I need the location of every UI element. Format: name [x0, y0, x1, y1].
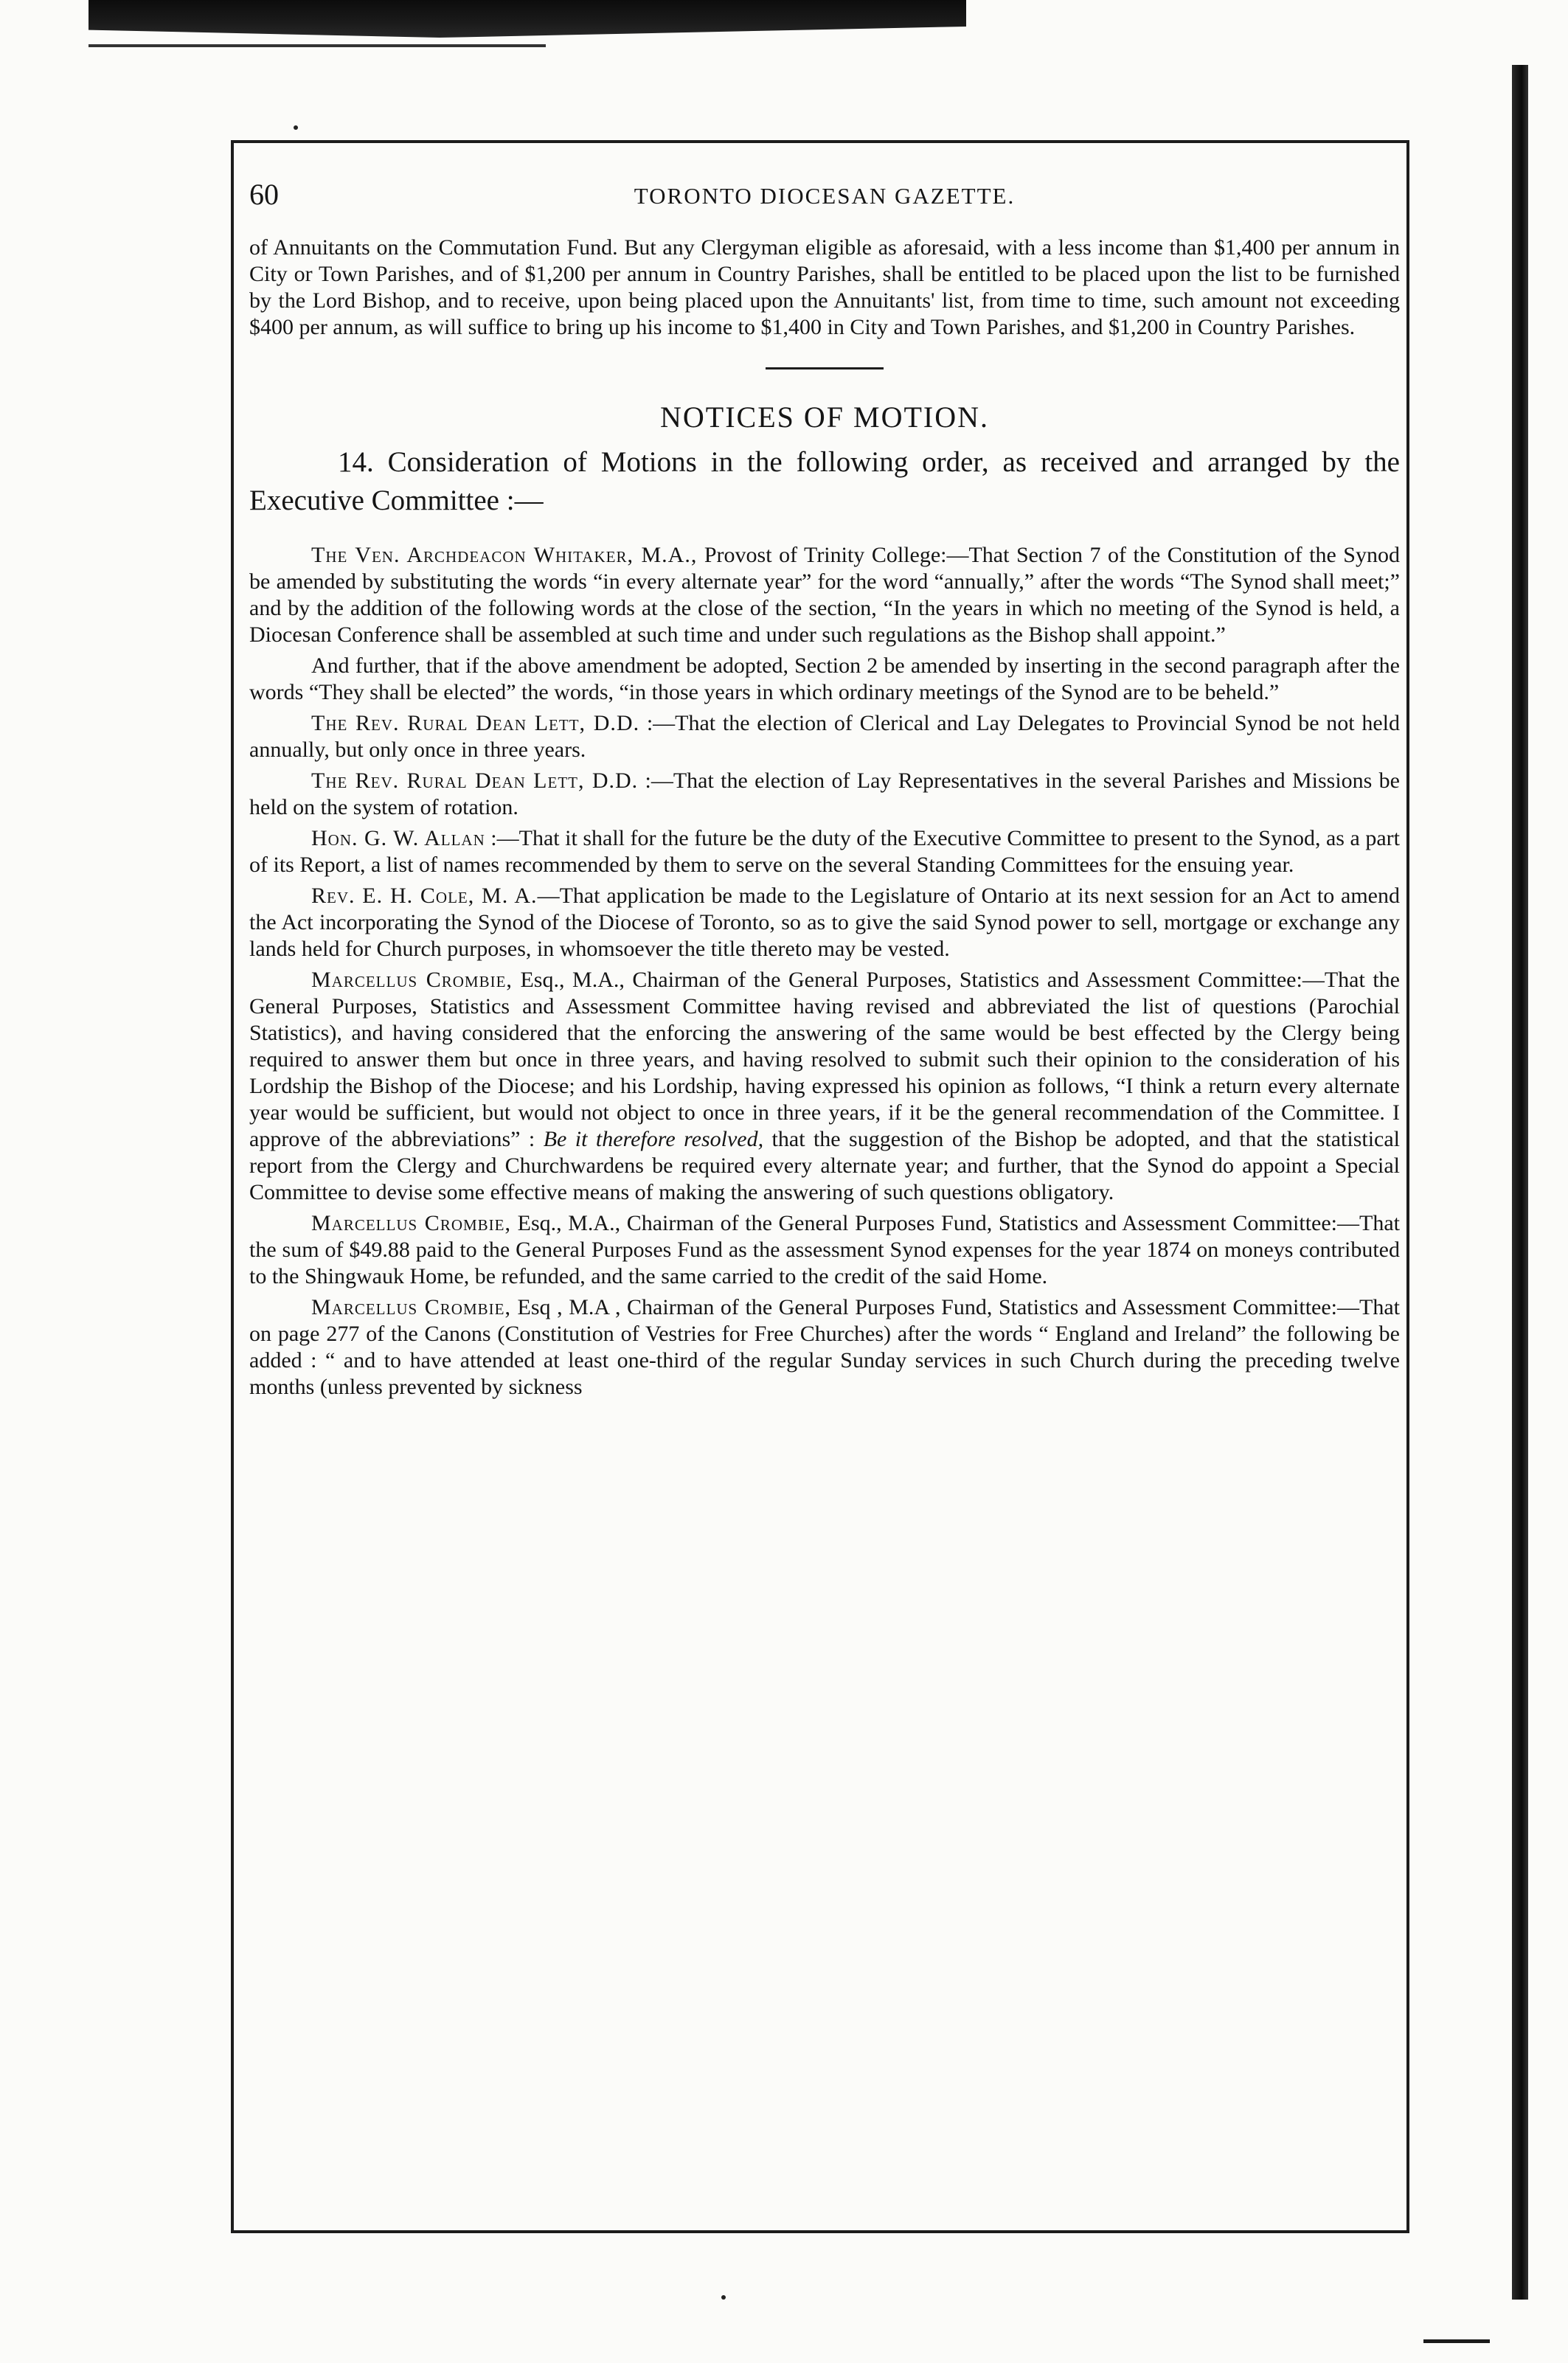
motion-text: :—That the election of Lay Representatives in the several Parishes and Missions be held on the system of rotation.: [249, 768, 1400, 819]
motion-text-continued: that the suggestion of the Bishop be adopted, and that the statistical report from the Clergy and Churchwardens be required every alternate year; and further, that the Synod do appoint a Special Committee to devise some effective means of making the answering of such questions obligatory.: [249, 1127, 1400, 1204]
motion-text: :—That the election of Clerical and Lay Delegates to Provincial Synod be not held annually, but only once in three years.: [249, 711, 1400, 762]
scan-edge-line: [89, 44, 546, 47]
page-number: 60: [249, 178, 279, 211]
motion-mover: Marcellus Crombie,: [311, 1211, 511, 1235]
motion-text: :—That it shall for the future be the duty of the Executive Committee to present to the Synod, as a part of its Report, a list of names recommended by them to serve on the several Standing Committees for the ensuing year.: [249, 826, 1400, 877]
running-title: TORONTO DIOCESAN GAZETTE.: [634, 183, 1016, 209]
intro-paragraph: of Annuitants on the Commutation Fund. But any Clergyman eligible as aforesaid, with a less income than $1,400 per annum in City or Town Parishes, and of $1,200 per annum in Country Parishes, shall be entitled to be placed upon the list to be furnished by the Lord Bishop, and to receive, upon being placed upon the Annuitants' list, from time to time, such amount not exceeding $400 per annum, as will suffice to bring up his income to $1,400 in City and Town Parishes, and $1,200 in Country Parishes.: [249, 235, 1400, 339]
motion-whitaker: [249, 542, 1400, 648]
motion-text: And further, that if the above amendment be adopted, Section 2 be amended by inserting in the second paragraph after the words “They shall be elected” the words, “in those years in which ordinary meetings of the Synod are to be beheld.”: [249, 653, 1400, 704]
motion-text: —That application be made to the Legislature of Ontario at its next session for an Act to amend the Act incorporating the Synod of the Diocese of Toronto, so as to give the said Synod power to sell, mortgage or exchange any lands held for Church purposes, in whomsoever the title thereto may be vested.: [249, 884, 1400, 961]
motion-mover: Marcellus Crombie,: [311, 1295, 511, 1319]
motion-mover: Rev. E. H. Cole, M. A.: [311, 884, 538, 908]
motion-mover: Marcellus Crombie,: [311, 968, 513, 992]
item-14-text: 14. Consideration of Motions in the following order, as received and arranged by the Executive Committee :—: [249, 446, 1400, 516]
motion-cole: [249, 883, 1400, 962]
scan-edge-streak: [89, 0, 966, 43]
motion-lett-delegates: [249, 710, 1400, 763]
motion-mover: Hon. G. W. Allan: [311, 826, 485, 850]
section-heading: NOTICES OF MOTION.: [660, 400, 989, 434]
motion-crombie-canons: [249, 1294, 1400, 1401]
section-divider: [766, 367, 884, 369]
scan-speck: [294, 125, 298, 130]
motion-crombie-statistics: [249, 967, 1400, 1206]
motion-crombie-refund: [249, 1210, 1400, 1290]
motion-text: Esq , M.A , Chairman of the General Purposes Fund, Statistics and Assessment Committee:—That on page 277 of the Canons (Constitution of Vestries for Free Churches) after the words “ England and Ireland” the following be added : “ and to have attended at least one-third of the regular Sunday services in such Church during the preceding twelve months (unless prevented by sickness: [249, 1295, 1400, 1399]
motion-whitaker-further: [249, 653, 1400, 706]
running-head: [249, 177, 1400, 235]
scan-binding-shadow: [1512, 65, 1528, 2300]
scan-speck: [721, 2295, 726, 2300]
page: [249, 177, 1400, 2220]
motion-lett-rotation: [249, 768, 1400, 821]
motion-resolution-phrase: Be it therefore resolved,: [543, 1127, 764, 1151]
motion-mover: The Rev. Rural Dean Lett, D.D.: [311, 768, 639, 793]
item-14: [249, 443, 1400, 520]
motion-mover: The Ven. Archdeacon Whitaker, M.A.,: [311, 543, 698, 567]
scan-mark: [1423, 2339, 1490, 2343]
motion-text: Provost of Trinity College:—That Section 7 of the Constitution of the Synod be amended by substituting the words “in every alternate year” for the word “annually,” after the words “The Synod shall meet;” and by the addition of the following words at the close of the section, “In the years in which no meeting of the Synod is held, a Diocesan Conference shall be assembled at such time and under such regulations as the Bishop shall appoint.”: [249, 543, 1400, 647]
motion-mover: The Rev. Rural Dean Lett, D.D.: [311, 711, 640, 735]
motion-text: Esq., M.A., Chairman of the General Purposes Fund, Statistics and Assessment Committee:—That the sum of $49.88 paid to the General Purposes Fund as the assessment Synod expenses for the year 1874 on moneys contributed to the Shingwauk Home, be refunded, and the same carried to the credit of the said Home.: [249, 1211, 1400, 1288]
motion-allan: [249, 825, 1400, 878]
motion-text: Esq., M.A., Chairman of the General Purposes, Statistics and Assessment Committee:—That the General Purposes, Statistics and Assessment Committee having revised and abbreviated the list of questions (Parochial Statistics), and having considered that the enforcing the answering of the same would be best effected by the Clergy being required to answer them but once in three years, and having resolved to submit such their opinion to the consideration of his Lordship the Bishop of the Diocese; and his Lordship, having expressed his opinion as follows, “I think a return every alternate year would be sufficient, but would not object to once in three years, if it be the general recommendation of the Committee. I approve of the abbreviations” :: [249, 968, 1400, 1151]
